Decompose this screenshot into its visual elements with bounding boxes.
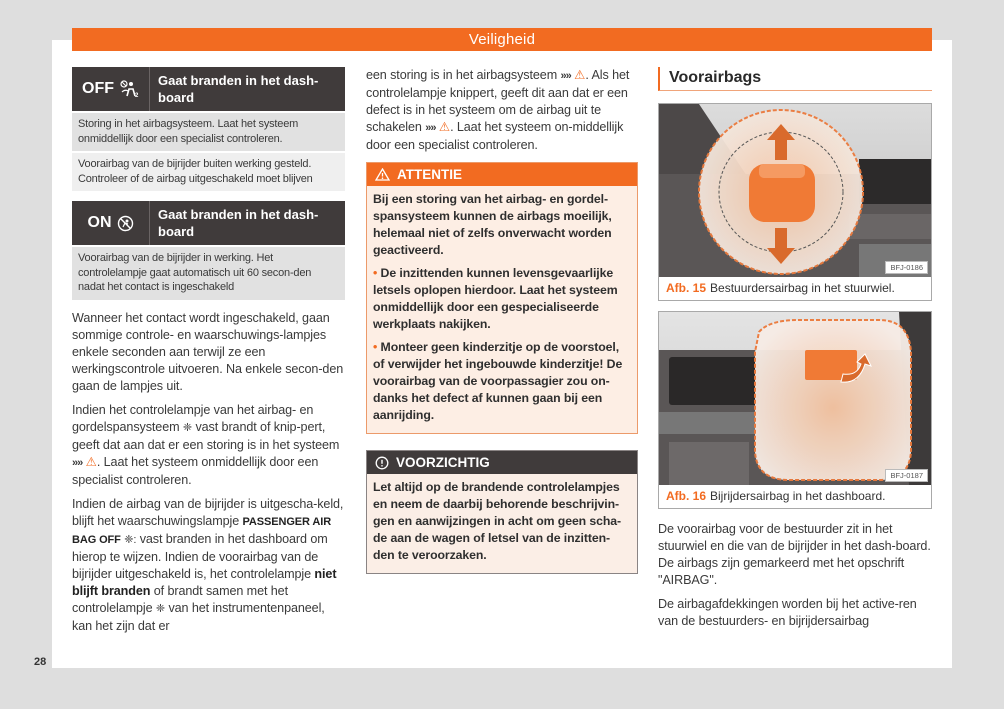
driver-airbag-illustration xyxy=(659,104,931,277)
page-number: 28 xyxy=(34,656,47,668)
indicator-symbol xyxy=(72,67,150,111)
indicator-symbol xyxy=(72,201,150,245)
paragraph: De airbagafdekkingen worden bij het active-ren van de bestuurders- en bijrijdersairbag xyxy=(658,597,917,628)
chapter-header: Veiligheid xyxy=(72,28,932,51)
warning-triangle-icon xyxy=(375,168,390,181)
indicator-title: Gaat branden in het dash-board xyxy=(158,207,319,239)
warning-triangle-icon: ⚠ xyxy=(574,68,586,82)
figure-caption: Afb. 16 Bijrijdersairbag in het dashboard. xyxy=(666,489,886,503)
indicator-table-on xyxy=(72,201,345,300)
figure-15 xyxy=(658,103,932,301)
paragraph: Wanneer het contact wordt ingeschakeld, gaan sommige controle- en waarschuwings-lampjes enkele seconden aan terwijl ze een werkingscontrole uitvoeren. Na enkele secon-den gaan de lampjes uit. xyxy=(72,310,344,393)
attention-bullet: • De inzittenden kunnen levensgevaarlijke letsels oplopen hierdoor. Laat het systeem onmiddellijk door een gespecialiseerde werkplaats nakijken. xyxy=(373,266,618,331)
airbag-belt-icon: ❈ xyxy=(182,421,193,434)
indicator-header xyxy=(72,67,345,111)
indicator-row: Storing in het airbagsysteem. Laat het systeem onmiddellijk door een specialist controleren. xyxy=(72,113,345,151)
cross-reference-icon[interactable]: »» xyxy=(560,70,571,82)
warning-triangle-icon: ⚠ xyxy=(85,454,97,469)
figure-16 xyxy=(658,311,932,509)
off-label: OFF xyxy=(82,80,114,97)
attention-body xyxy=(367,186,637,433)
passenger-airbag-off-icon: ❈: xyxy=(124,533,137,546)
paragraph: een storing is in het airbagsysteem »» ⚠. Als het controlelampje knippert, geeft dit aan dat er een defect is in het systeem om de airbag uit te schakelen »» ⚠. Laat het systeem on-middellijk door een specialist controleren. xyxy=(366,68,630,152)
svg-text:2: 2 xyxy=(135,93,139,98)
indicator-title: Gaat branden in het dash-board xyxy=(158,73,319,105)
steering-wheel-airbag-image xyxy=(659,104,931,277)
indicator-table-off xyxy=(72,67,345,191)
column-right xyxy=(658,67,932,637)
caution-header: VOORZICHTIG xyxy=(367,451,637,474)
warning-triangle-icon: ⚠ xyxy=(438,120,451,134)
paragraph: Indien de airbag van de bijrijder is uitgescha-keld, blijft het waarschuwingslampje PASSENGER AIR BAG OFF ❈: vast branden in het dashboard om hierop te wijzen. Indien de voorairbag van de bijrijder uitgeschakeld is, het controlelampje niet blijft branden of brandt samen met het controlelampje ❈ van het instrumentenpaneel, kan het zijn dat er xyxy=(72,496,344,633)
indicator-row: Voorairbag van de bijrijder in werking. Het controlelampje gaat automatisch uit 60 secon-den nadat het contact is ingeschakeld xyxy=(72,247,345,300)
caution-body xyxy=(367,474,637,573)
column-left xyxy=(72,67,345,642)
paragraph: Indien het controlelampje van het airbag- en gordelspansysteem ❈ vast brandt of knip-pert, geeft dat aan dat er een storing is in het systeem »» ⚠. Laat het systeem onmiddellijk door een specialist controleren. xyxy=(72,402,340,487)
attention-header: ATTENTIE xyxy=(367,163,637,186)
figure-code: BFJ-0186 xyxy=(885,261,928,274)
cross-reference-icon[interactable]: »» xyxy=(425,122,436,134)
indicator-header xyxy=(72,201,345,245)
figure-caption: Afb. 15 Bestuurdersairbag in het stuurwiel. xyxy=(666,281,895,295)
caution-box xyxy=(366,450,638,574)
dashboard-airbag-image xyxy=(659,312,931,485)
on-label: ON xyxy=(87,214,112,231)
section-title: Voorairbags xyxy=(658,67,932,91)
caution-text: Let altijd op de brandende controlelampjes en neem de daarbij behorende beschrijvin-gen en aanwijzingen in acht om geen scha-de aan de wagen of letsel van de inzitten-den te veroorzaken. xyxy=(373,480,622,562)
indicator-row: Voorairbag van de bijrijder buiten werking gesteld. Controleer of de airbag uitgeschakeld moet blijven xyxy=(72,153,345,191)
attention-intro: Bij een storing van het airbag- en gordel-spansysteem kunnen de airbags moeilijk, helemaal niet of zelfs onverwacht worden geactiveerd. xyxy=(373,192,612,257)
attention-bullet: • Monteer geen kinderzitje op de voorstoel, of verwijder het ingebouwde kinderzitje! De voorairbag van de voorpassagier zou on-danks het defect af kunnen gaan bij een aanrijding. xyxy=(373,340,623,422)
attention-box xyxy=(366,162,638,434)
passenger-airbag-off-icon xyxy=(119,80,139,98)
caution-circle-icon xyxy=(375,456,389,470)
column-middle xyxy=(366,67,638,574)
airbag-belt-icon: ❈ xyxy=(155,602,166,615)
paragraph: De voorairbag voor de bestuurder zit in het stuurwiel en die van de bijrijder in het dash-board. De airbags zijn gemarkeerd met het opschrift "AIRBAG". xyxy=(658,522,931,587)
figure-code: BFJ-0187 xyxy=(885,469,928,482)
passenger-airbag-illustration xyxy=(659,312,931,485)
passenger-airbag-off-label: PASSENGER AIR BAG OFF xyxy=(72,515,332,546)
cross-reference-icon[interactable]: »» xyxy=(72,456,83,469)
passenger-airbag-on-icon xyxy=(117,215,134,232)
